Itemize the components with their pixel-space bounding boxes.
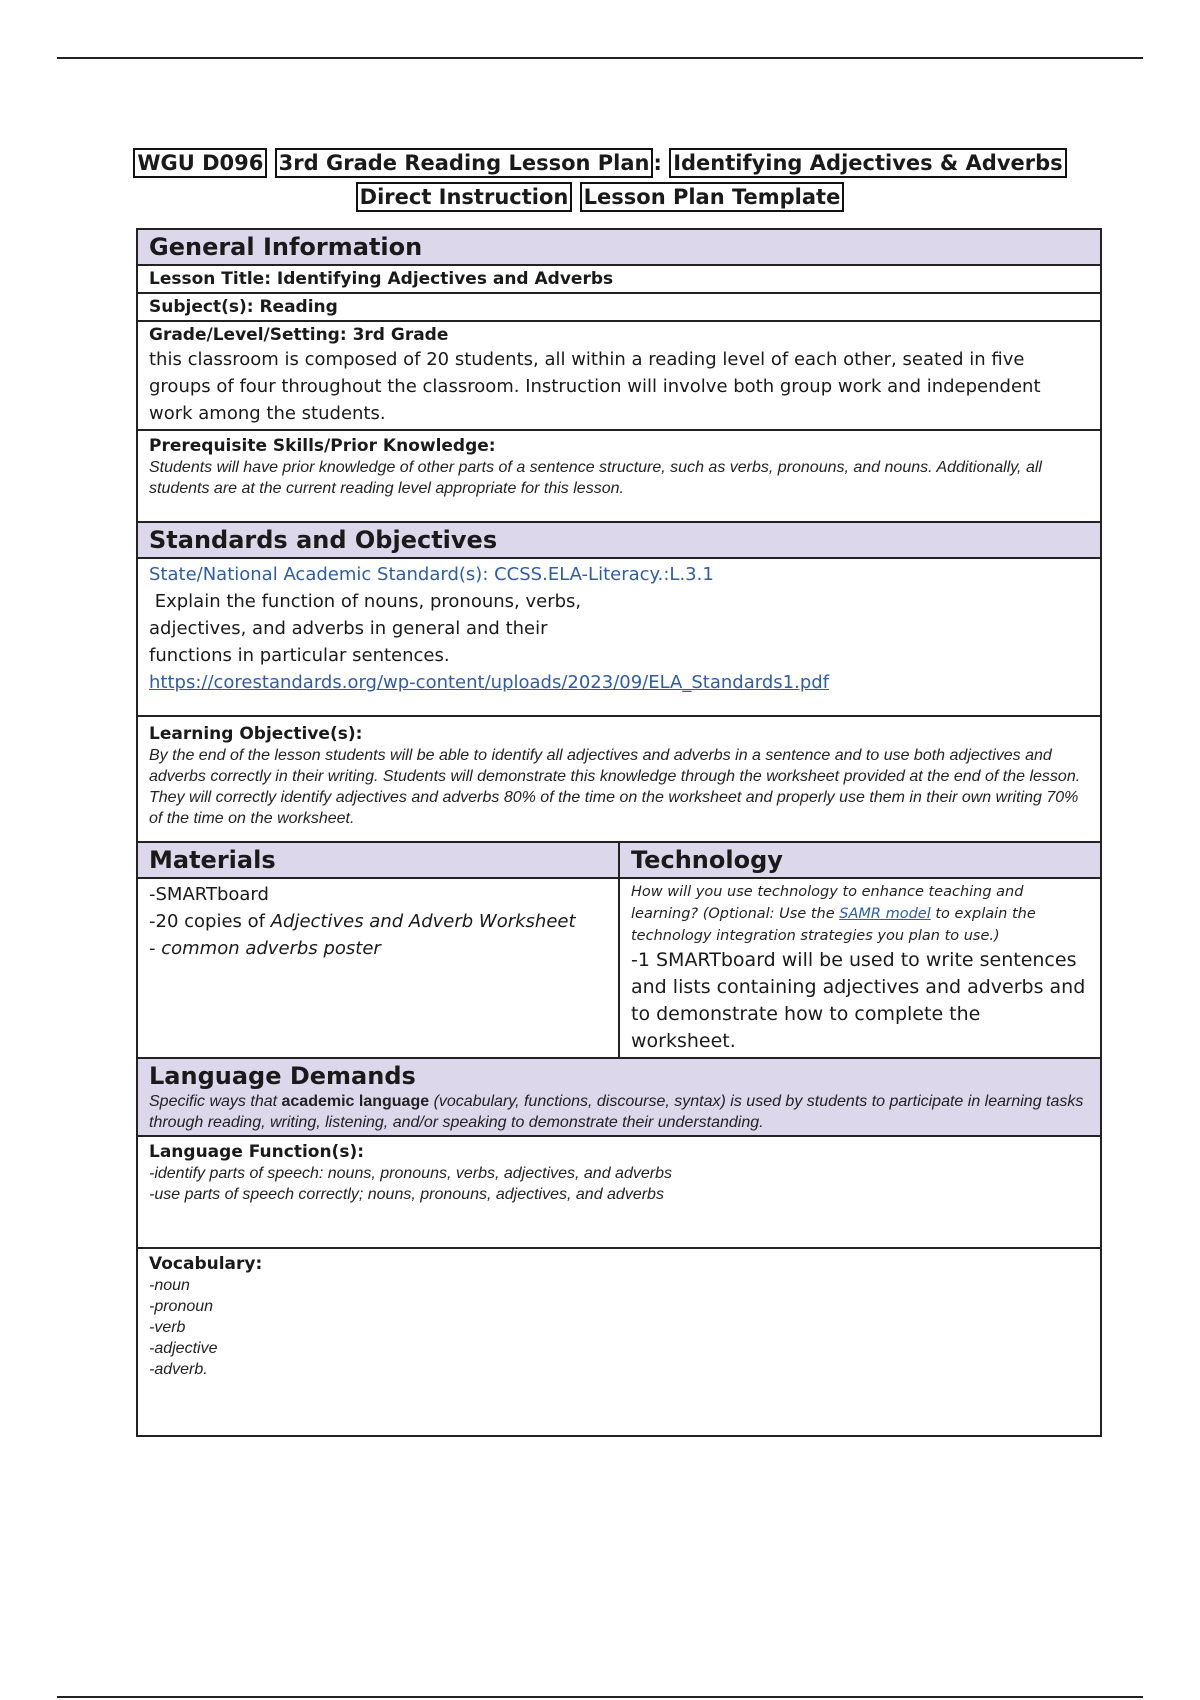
title-lesson-plan: 3rd Grade Reading Lesson Plan	[275, 148, 654, 178]
technology-answer: -1 SMARTboard will be used to write sentences and lists containing adjectives and adverbs and to demonstrate how to complete the worksheet.	[631, 949, 1086, 1052]
materials-item-poster: - common adverbs poster	[149, 938, 381, 959]
language-desc-before: Specific ways that	[149, 1093, 282, 1110]
title-topic: Identifying Adjectives & Adverbs	[669, 148, 1066, 178]
title-template: Lesson Plan Template	[580, 182, 845, 212]
samr-model-link[interactable]: SAMR model	[839, 906, 931, 922]
vocabulary-cell	[137, 1248, 1101, 1436]
lesson-title: Lesson Title: Identifying Adjectives and Adverbs	[137, 265, 1101, 293]
technology-prompt-after: to explain the technology integration strategies you plan to use.)	[631, 906, 1036, 944]
top-rule	[57, 57, 1143, 59]
title-course-code: WGU D096	[133, 148, 267, 178]
vocabulary-item: -verb	[149, 1319, 186, 1336]
lesson-plan-table	[136, 228, 1102, 1437]
learning-objective-label: Learning Objective(s):	[149, 724, 363, 744]
vocabulary-item: -noun	[149, 1277, 190, 1294]
standard-label: State/National Academic Standard(s): CCSS.ELA-Literacy.:L.3.1	[149, 564, 714, 585]
classroom-description: this classroom is composed of 20 students, all within a reading level of each other, seated in five groups of four throughout the classroom. Instruction will involve both group work and independent work among the students.	[149, 349, 1041, 424]
language-demands-header-cell	[137, 1058, 1101, 1136]
vocabulary-item: -adverb.	[149, 1361, 208, 1378]
title-colon: :	[653, 151, 662, 175]
worksheet-title: Adjectives and Adverb Worksheet	[270, 911, 576, 932]
language-function-item: -identify parts of speech: nouns, pronouns, verbs, adjectives, and adverbs	[149, 1165, 672, 1182]
bottom-rule	[57, 1696, 1143, 1698]
technology-heading: Technology	[619, 842, 1101, 878]
vocabulary-item: -pronoun	[149, 1298, 214, 1315]
language-functions-cell	[137, 1136, 1101, 1248]
language-demands-description	[149, 1091, 1089, 1133]
vocabulary-item: -adjective	[149, 1340, 218, 1357]
document-title-line-1	[0, 148, 1200, 178]
language-demands-heading: Language Demands	[149, 1061, 1089, 1091]
standards-cell	[137, 558, 1101, 716]
general-information-heading: General Information	[137, 229, 1101, 265]
subjects: Subject(s): Reading	[137, 293, 1101, 321]
materials-item-smartboard: -SMARTboard	[149, 884, 269, 905]
standards-pdf-link[interactable]: https://corestandards.org/wp-content/uploads/2023/09/ELA_Standards1.pdf	[149, 672, 830, 693]
standard-line-3: functions in particular sentences.	[149, 645, 450, 666]
materials-item-worksheets	[149, 908, 607, 935]
materials-heading: Materials	[137, 842, 619, 878]
prerequisite-cell	[137, 430, 1101, 522]
language-desc-bold: academic language	[281, 1093, 430, 1110]
language-desc-after: (vocabulary, functions, discourse, syntax) is used by students to participate in learning tasks through reading, writing, listening, and/or speaking to demonstrate their understanding.	[149, 1093, 1084, 1131]
materials-cell	[137, 878, 619, 1058]
prerequisite-label: Prerequisite Skills/Prior Knowledge:	[149, 436, 496, 456]
vocabulary-label: Vocabulary:	[149, 1254, 263, 1274]
language-functions-label: Language Function(s):	[149, 1142, 365, 1162]
prerequisite-text: Students will have prior knowledge of other parts of a sentence structure, such as verbs, pronouns, and nouns. Additionally, all students are at the current reading level appropriate for this lesson.	[149, 459, 1042, 497]
learning-objective-text: By the end of the lesson students will be able to identify all adjectives and adverbs in a sentence and to use both adjectives and adverbs correctly in their writing. Students will demonstrate this knowledge through the worksheet provided at the end of the lesson. They will correctly identify adjectives and adverbs 80% of the time on the worksheet and properly use them in their own writing 70% of the time on the worksheet.	[149, 747, 1081, 827]
standard-line-1: Explain the function of nouns, pronouns, verbs,	[149, 591, 582, 612]
technology-cell	[619, 878, 1101, 1058]
title-instruction-type: Direct Instruction	[356, 182, 573, 212]
standards-objectives-heading: Standards and Objectives	[137, 522, 1101, 558]
grade-level-setting-cell	[137, 321, 1101, 430]
technology-prompt-before: How will you use technology to enhance teaching and learning? (Optional: Use the	[631, 884, 1024, 922]
learning-objective-cell	[137, 716, 1101, 842]
technology-prompt	[631, 881, 1089, 947]
standard-line-2: adjectives, and adverbs in general and their	[149, 618, 548, 639]
language-function-item: -use parts of speech correctly; nouns, pronouns, adjectives, and adverbs	[149, 1186, 664, 1203]
document-title-line-2	[0, 182, 1200, 212]
materials-item-worksheets-prefix: -20 copies of	[149, 911, 271, 932]
grade-level-label: Grade/Level/Setting: 3rd Grade	[149, 325, 449, 345]
